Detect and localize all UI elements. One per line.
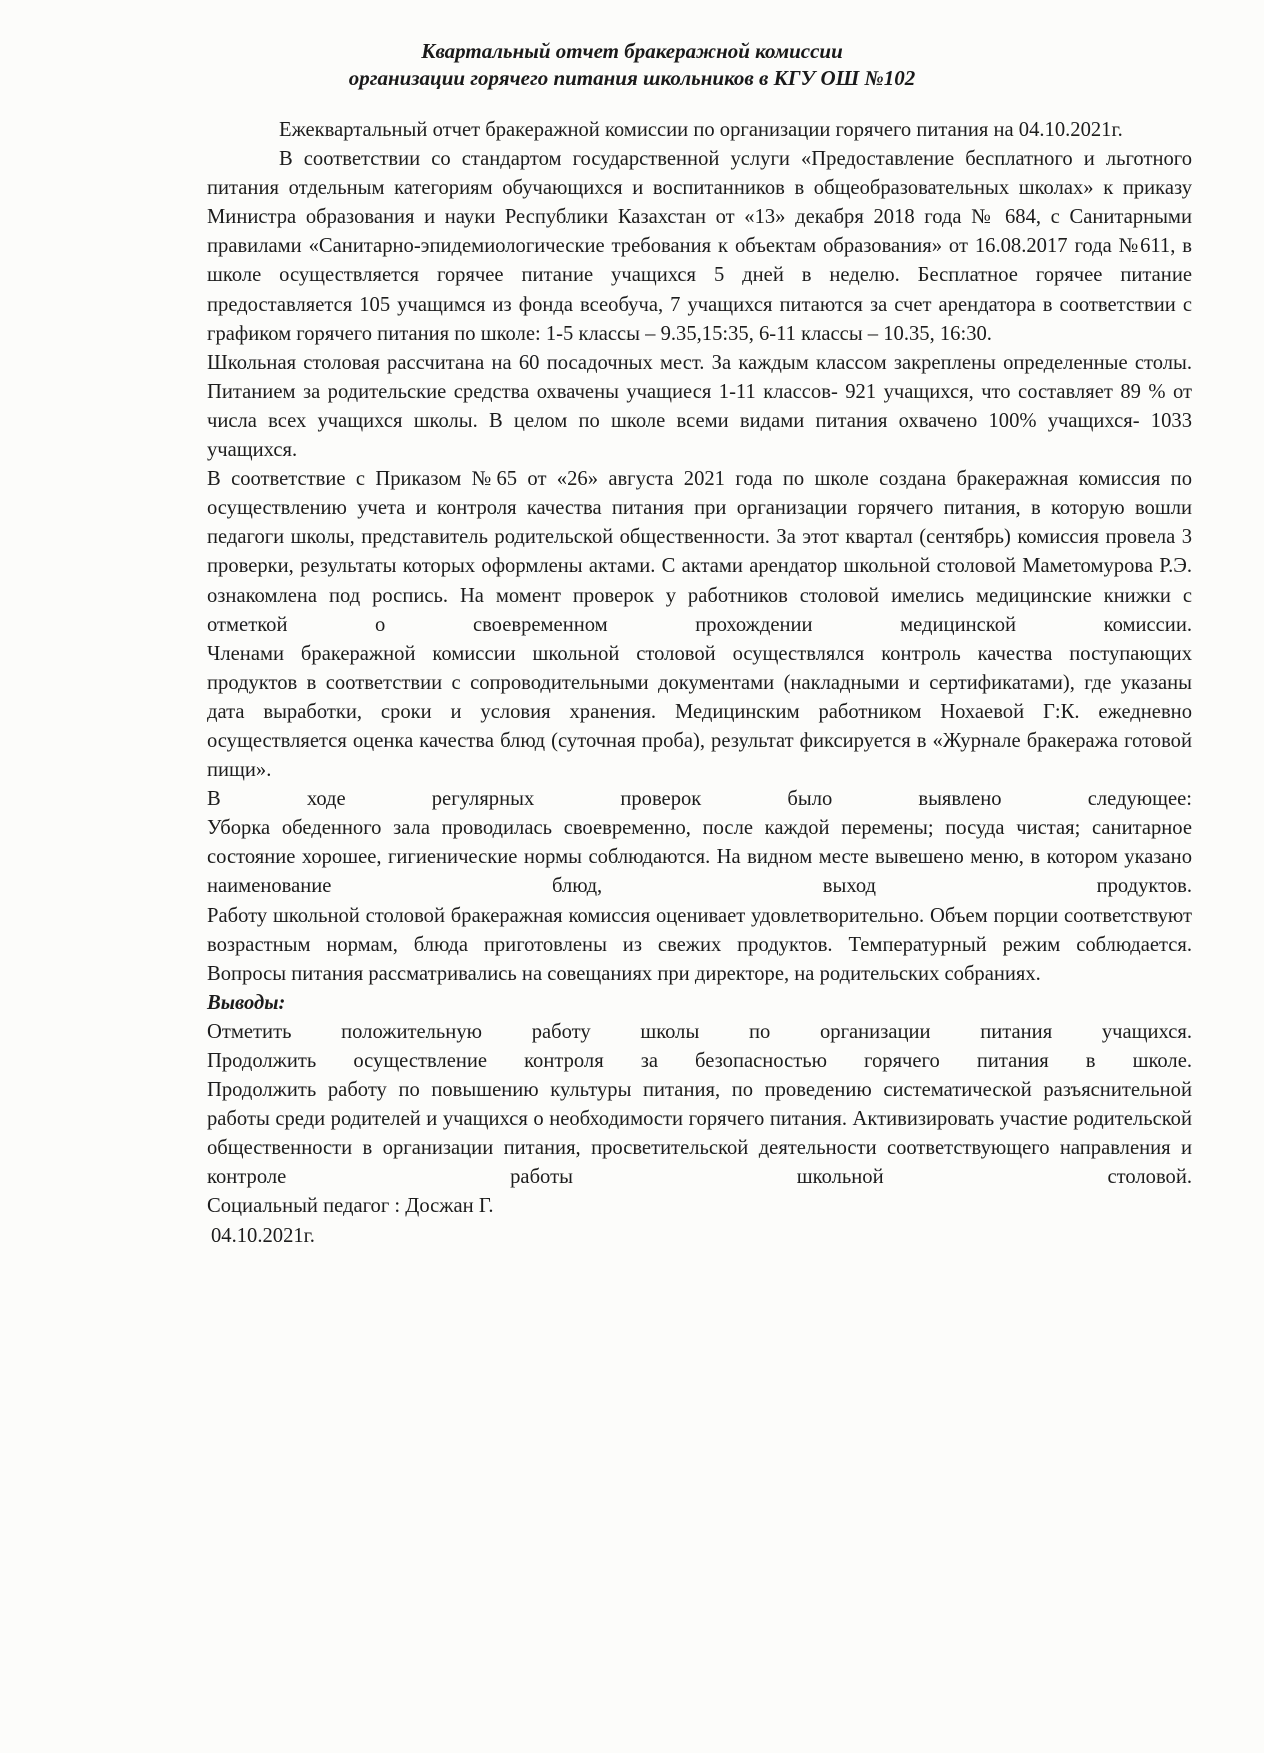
document-body: [207, 116, 1192, 1251]
paragraph-intro: Ежеквартальный отчет бракеражной комиссии по организации горячего питания на 04.10.2021г.: [279, 119, 1123, 141]
paragraph-quality-control: Членами бракеражной комиссии школьной столовой осуществлялся контроль качества поступающих продуктов в соответствии с сопроводительными документами (накладными и сертификатами), где указаны дата выработки, сроки и условия хранения. Медицинским работником Нохаевой Г:К. ежедневно осуществляется оценка качества блюд (суточная проба), результат фиксируется в «Журнале бракеража готовой пищи».: [207, 642, 1192, 782]
title-line-1: Квартальный отчет бракеражной комиссии: [421, 39, 843, 63]
paragraph-evaluation: Работу школьной столовой бракеражная комиссия оценивает удовлетворительно. Объем порции соответствуют возрастным нормам, блюда приготовлены из свежих продуктов. Температурный режим соблюдается.: [207, 904, 1192, 956]
paragraph-standard: В соответствии со стандартом государственной услуги «Предоставление бесплатного и льготного питания отдельным категориям обучающихся и воспитанников в общеобразовательных школах» к приказу Министра образования и науки Республики Казахстан от «13» декабря 2018 года № 684, с Санитарными правилами «Санитарно-эпидемиологические требования к объектам образования» от 16.08.2017 года №611, в школе осуществляется горячее питание учащихся 5 дней в неделю. Бесплатное горячее питание предоставляется 105 учащимся из фонда всеобуча, 7 учащихся питаются за счет арендатора в соответствии с графиком горячего питания по школе: 1-5 классы – 9.35,15:35, 6-11 классы – 10.35, 16:30.: [207, 148, 1192, 345]
document-title: [0, 38, 1264, 92]
conclusion-3: Продолжить работу по повышению культуры питания, по проведению систематической разъяснительной работы среди родителей и учащихся о необходимости горячего питания. Активизировать участие родительской общественности в организации питания, просветительской деятельности соответствующего направления и контроле работы школьной столовой.: [207, 1079, 1192, 1189]
conclusion-2: Продолжить осуществление контроля за безопасностью горячего питания в школе.: [207, 1050, 1192, 1072]
signature-line: Социальный педагог : Досжан Г.: [207, 1195, 494, 1218]
conclusions-heading: Выводы:: [207, 991, 286, 1014]
date-line: 04.10.2021г.: [211, 1224, 315, 1247]
paragraph-findings: Уборка обеденного зала проводилась своевременно, после каждой перемены; посуда чистая; санитарное состояние хорошее, гигиенические нормы соблюдаются. На видном месте вывешено меню, в котором указано наименование блюд, выход продуктов.: [207, 817, 1192, 898]
paragraph-commission: В соответствие с Приказом №65 от «26» августа 2021 года по школе создана бракеражная комиссия по осуществлению учета и контроля качества питания при организации горячего питания, в которую вошли педагоги школы, представитель родительской общественности. За этот квартал (сентябрь) комиссия провела 3 проверки, результаты которых оформлены актами. С актами арендатор школьной столовой Маметомурова Р.Э. ознакомлена под роспись. На момент проверок у работников столовой имелись медицинские книжки с отметкой о своевременном прохождении медицинской комиссии.: [207, 468, 1192, 636]
paragraph-findings-intro: В ходе регулярных проверок было выявлено следующее:: [207, 788, 1192, 811]
title-line-2: организации горячего питания школьников в КГУ ОШ №102: [348, 66, 916, 90]
paragraph-meetings: Вопросы питания рассматривались на совещаниях при директоре, на родительских собраниях.: [207, 962, 1041, 985]
conclusion-1: Отметить положительную работу школы по организации питания учащихся.: [207, 1020, 1192, 1043]
paragraph-canteen-capacity: Школьная столовая рассчитана на 60 посадочных мест. За каждым классом закреплены определенные столы. Питанием за родительские средства охвачены учащиеся 1-11 классов- 921 учащихся, что составляет 89 % от числа всех учащихся школы. В целом по школе всеми видами питания охвачено 100% учащихся- 1033 учащихся.: [207, 351, 1192, 462]
